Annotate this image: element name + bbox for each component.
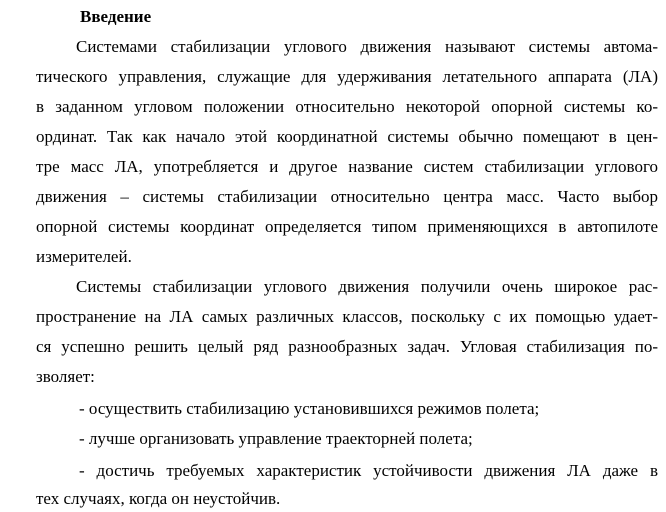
paragraph-line: тического управления, служащие для удерживания летательного аппарата (ЛА) (36, 67, 658, 86)
paragraph-line: опорной системы координат определяется типом применяющихся в автопилоте (36, 217, 658, 236)
paragraph-line: пространение на ЛА самых различных классов, поскольку с их помощью удает- (36, 307, 658, 326)
paragraph-line: Системы стабилизации углового движения получили очень широкое рас- (76, 277, 658, 296)
paragraph-line: ординат. Так как начало этой координатной системы обычно помещают в цен- (36, 127, 658, 146)
list-item-continuation: тех случаях, когда он неустойчив. (36, 489, 281, 508)
list-item: - достичь требуемых характеристик устойчивости движения ЛА даже в (79, 461, 658, 480)
list-item: - осуществить стабилизацию установившихся режимов полета; (79, 399, 540, 418)
paragraph-line: зволяет: (36, 367, 95, 386)
paragraph-line: Системами стабилизации углового движения называют системы автома- (76, 37, 658, 56)
section-heading: Введение (80, 7, 152, 26)
paragraph-line: измерителей. (36, 247, 132, 266)
paragraph-line: тре масс ЛА, употребляется и другое название систем стабилизации углового (36, 157, 658, 176)
paragraph-line: движения – системы стабилизации относительно центра масс. Часто выбор (36, 187, 658, 206)
list-item: - лучше организовать управление траекторней полета; (79, 429, 473, 448)
paragraph-line: ся успешно решить целый ряд разнообразных задач. Угловая стабилизация по- (36, 337, 658, 356)
paragraph-line: в заданном угловом положении относительно некоторой опорной системы ко- (36, 97, 658, 116)
